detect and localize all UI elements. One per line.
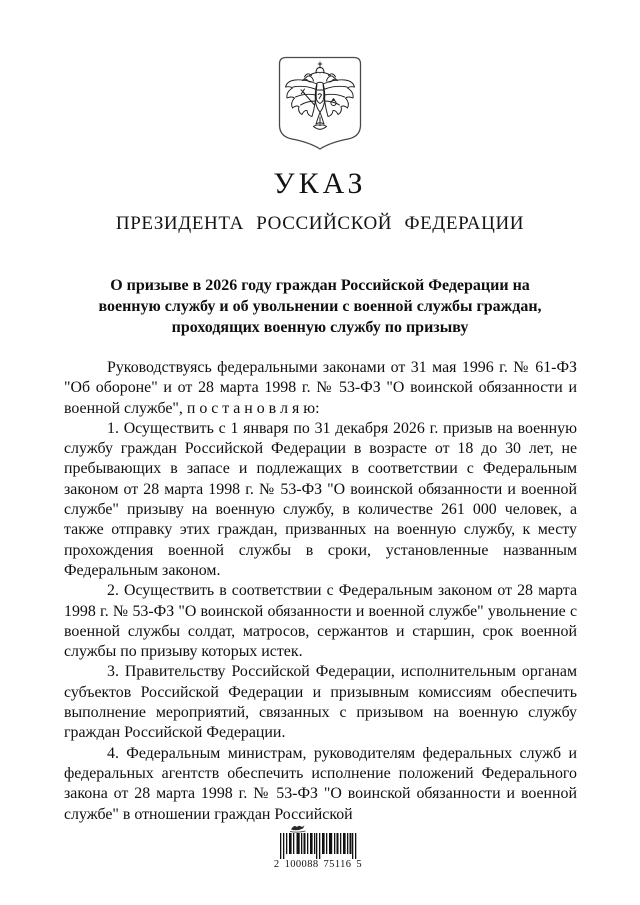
barcode-block	[272, 823, 364, 870]
subject-line-1: О призыве в 2026 году граждан Российской Федерации на	[110, 277, 530, 294]
barcode-digits: 2 100088 75116 5	[273, 859, 363, 870]
coat-of-arms-icon	[278, 56, 362, 151]
paragraph-item-2: 2. Осуществить в соответствии с Федеральным законом от 28 марта 1998 г. № 53-ФЗ "О воинской обязанности и военной службе" увольнение с военной службы солдат, матросов, сержантов и старшин, срок военной службы по призыву которых истек.	[64, 582, 577, 661]
paragraph-item-4: 4. Федеральным министрам, руководителям федеральных служб и федеральных агентств обеспечить исполнение положений Федерального закона от 28 марта 1998 г. № 53-ФЗ "О воинской обязанности и военной службе" в отношении граждан Российской	[64, 744, 577, 823]
paragraph-preamble: Руководствуясь федеральными законами от 31 мая 1996 г. № 61-ФЗ "Об обороне" и от 28 марта 1998 г. № 53-ФЗ "О воинской обязанности и военной службе", п о с т а н о в л я ю:	[64, 359, 577, 417]
paragraph-item-1: 1. Осуществить с 1 января по 31 декабря 2026 г. призыв на военную службу граждан Российской Федерации в возрасте от 18 до 30 лет, не пребывающих в запасе и подлежащих в соответствии с Федеральным законом от 28 марта 1998 г. № 53-ФЗ "О воинской обязанности и военной службе" призыву на военную службу, в количестве 261 000 человек, а также отправку этих граждан, призванных на военную службу, к месту прохождения военной службы в сроки, установленные названным Федеральным законом.	[64, 419, 577, 579]
decree-body	[64, 358, 577, 825]
decree-issuer: ПРЕЗИДЕНТА РОССИЙСКОЙ ФЕДЕРАЦИИ	[115, 213, 525, 234]
coat-of-arms-svg	[278, 56, 362, 151]
decree-title: УКАЗ	[273, 167, 367, 200]
decree-subject	[0, 275, 640, 338]
paragraph-item-3: 3. Правительству Российской Федерации, исполнительным органам субъектов Российской Федерации и призывным комиссиям обеспечить выполнение мероприятий, связанных с призывом на военную службу граждан Российской Федерации.	[64, 663, 577, 742]
subject-line-2: военную службу и об увольнении с военной службы граждан,	[98, 298, 542, 315]
barcode-icon	[272, 833, 364, 859]
subject-line-3: проходящих военную службу по призыву	[171, 319, 469, 336]
stamp-mark-icon	[288, 823, 308, 833]
